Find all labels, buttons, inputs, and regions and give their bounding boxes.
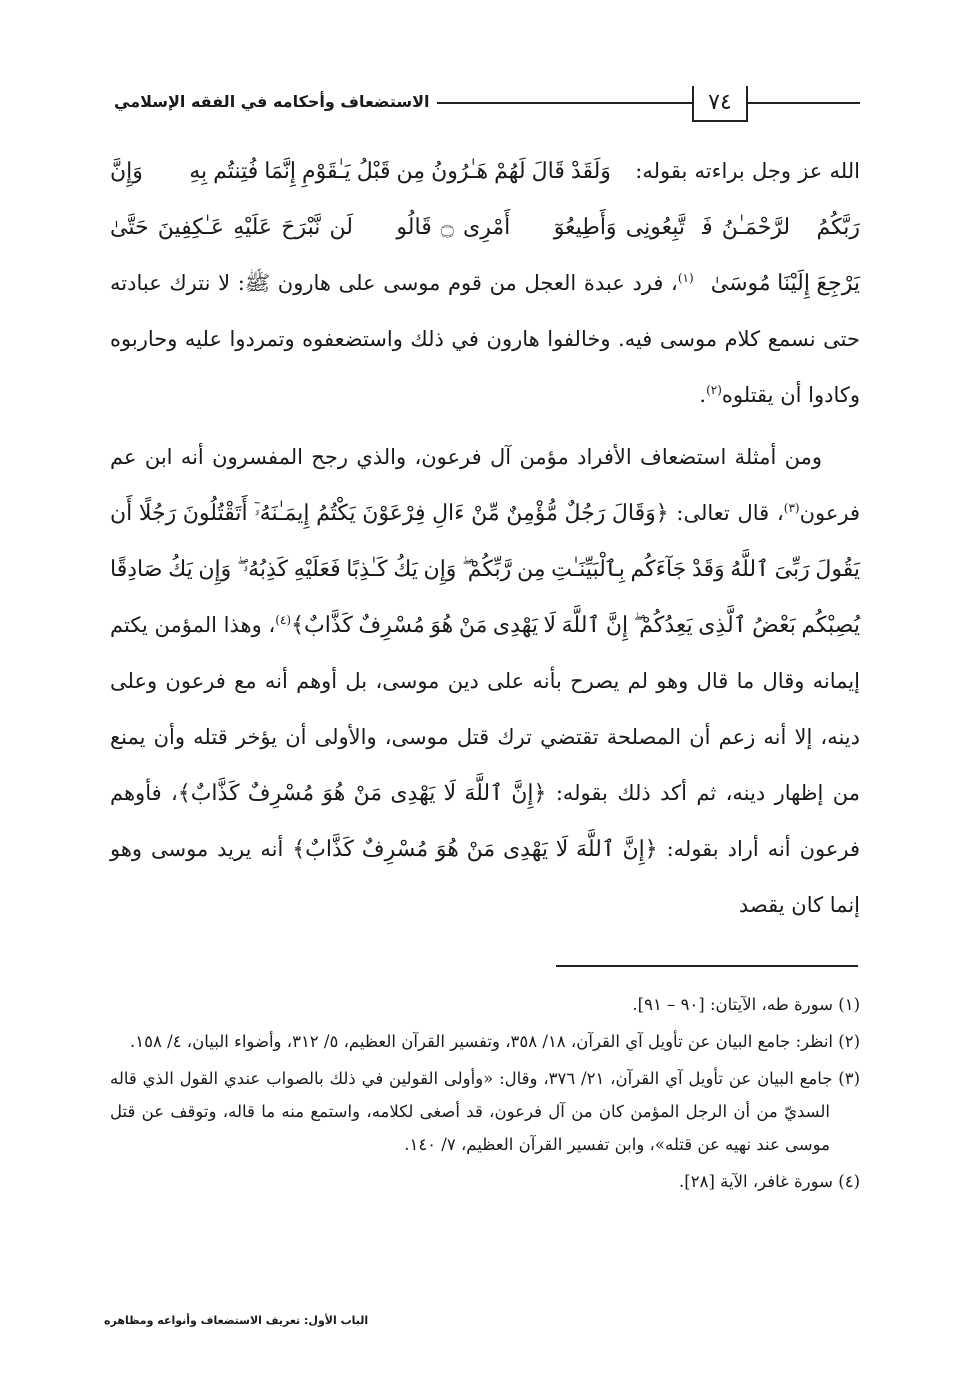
- text-segment: ، قال تعالى:: [668, 501, 784, 525]
- text-segment: .: [699, 383, 707, 407]
- paragraph-2: [110, 429, 860, 933]
- footnote-separator: [556, 965, 858, 967]
- footnote-3: (٣) جامع البيان عن تأويل آي القرآن، ٢١/ ٣٧٦، وقال: «وأولى القولين في ذلك بالصواب عندي القول الذي قاله السديّ من أن الرجل المؤمن كان من آل فرعون، قد أصغى لكلامه، واستمع منه ما قاله، وتوقف عن قتل موسى عند نهيه عن قتله»، وابن تفسير القرآن العظيم، ٧/ ١٤٠.: [110, 1069, 860, 1154]
- text-segment: ، فرد عبدة العجل من قوم موسى على هارون ﷺ: لا نترك عبادته حتى نسمع كلام موسى فيه. وخالفوا هارون في ذلك واستضعفوه وتمردوا عليه وحاربوه وكادوا أن يقتلوه: [110, 271, 860, 407]
- text-segment: الله عز وجل براءته بقوله:: [628, 159, 860, 183]
- footnote-1: (١) سورة طه، الآيتان: [٩٠ – ٩١].: [632, 995, 860, 1014]
- quran-verse: ﴿وَلَقَدْ قَالَ لَهُمْ هَـٰرُونُ مِن قَبْلُ يَـٰقَوْمِ إِنَّمَا فُتِنتُم بِهِۦ ۖ وَإِنَّ رَبَّكُمُ ٱلرَّحْمَـٰنُ فَٱتَّبِعُونِى وَأَطِيعُوٓا۟ أَمْرِى ۝ قَالُوا۟ لَن نَّبْرَحَ عَلَيْهِ عَـٰكِفِينَ حَتَّىٰ يَرْجِعَ إِلَيْنَا مُوسَىٰ﴾: [110, 158, 860, 295]
- footnotes: [110, 988, 860, 1202]
- footnote-2: (٢) انظر: جامع البيان عن تأويل آي القرآن، ١٨/ ٣٥٨، وتفسير القرآن العظيم، ٥/ ٣١٢، وأضواء البيان، ٤/ ١٥٨.: [130, 1032, 860, 1051]
- paragraph-1: [110, 143, 860, 423]
- quran-verse: ﴿إِنَّ ٱللَّهَ لَا يَهْدِى مَنْ هُوَ مُسْرِفٌ كَذَّابٌ﴾: [292, 836, 658, 861]
- footnote-ref: (٢): [706, 383, 722, 397]
- running-footer: الباب الأول: تعريف الاستضعاف وأنواعه ومظاهره: [104, 1314, 369, 1327]
- quran-verse: ﴿إِنَّ ٱللَّهَ لَا يَهْدِى مَنْ هُوَ مُسْرِفٌ كَذَّابٌ﴾: [177, 780, 547, 805]
- text-segment: ، فأوهم فرعون أنه أراد بقوله:: [110, 781, 861, 861]
- running-header: [110, 82, 860, 126]
- text-segment: ومن أمثلة استضعاف الأفراد مؤمن آل فرعون، والذي رجح المفسرون أنه ابن عم فرعون: [110, 445, 861, 525]
- footnote-ref: (١): [677, 271, 694, 285]
- text-segment: ، وهذا المؤمن يكتم إيمانه وقال ما قال وهو لم يصرح بأنه على دين موسى، بل أوهم أنه مع فرعون وعلى دينه، إلا أنه زعم أن المصلحة تقتضي ترك قتل موسى، والأولى أن يؤخر قتله وأن يمنع من إظهار دينه، ثم أكد ذلك بقوله:: [110, 613, 860, 805]
- running-title: الاستضعاف وأحكامه في الفقه الإسلامي: [110, 90, 437, 114]
- footnote-4: (٤) سورة غافر، الآية [٢٨].: [679, 1172, 860, 1191]
- text-segment: أنه يريد موسى وهو إنما كان يقصد: [110, 837, 860, 917]
- footnote-ref: (٣): [783, 501, 800, 515]
- page-number: ٧٤: [692, 86, 748, 122]
- quran-verse: ﴿وَقَالَ رَجُلٌ مُّؤْمِنٌ مِّنْ ءَالِ فِرْعَوْنَ يَكْتُمُ إِيمَـٰنَهُۥٓ أَتَقْتُلُونَ رَجُلًا أَن يَقُولَ رَبِّىَ ٱللَّهُ وَقَدْ جَآءَكُم بِٱلْبَيِّنَـٰتِ مِن رَّبِّكُمْ ۖ وَإِن يَكُ كَـٰذِبًا فَعَلَيْهِ كَذِبُهُۥ ۖ وَإِن يَكُ صَادِقًا يُصِبْكُم بَعْضُ ٱلَّذِى يَعِدُكُمْ ۖ إِنَّ ٱللَّهَ لَا يَهْدِى مَنْ هُوَ مُسْرِفٌ كَذَّابٌ﴾: [110, 500, 861, 637]
- footnote-ref: (٤): [275, 613, 292, 627]
- main-text: [110, 143, 860, 933]
